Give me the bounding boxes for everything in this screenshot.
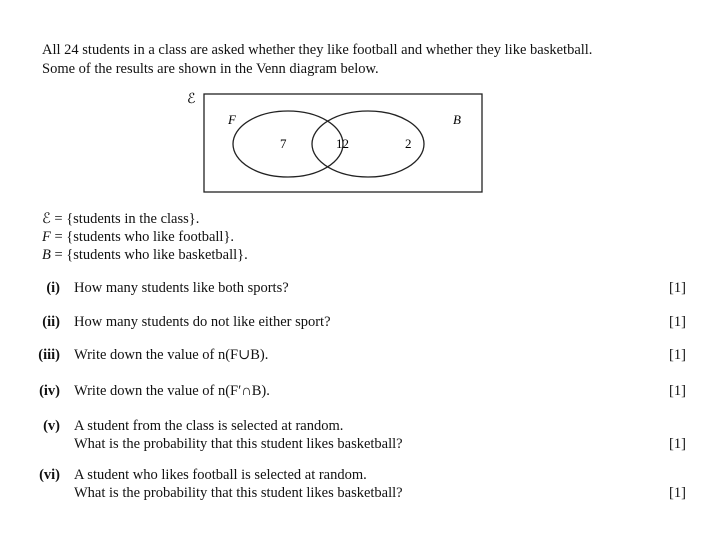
set-b-label: B (453, 112, 461, 127)
region-both: 12 (336, 136, 349, 151)
set-f-label: F (228, 112, 236, 127)
set-f-circle (233, 111, 343, 177)
question-text: Write down the value of n(F′∩B). (74, 383, 270, 399)
question-number: (vi) (39, 467, 60, 483)
question-text: Write down the value of n(F∪B). (74, 347, 269, 363)
question-number: (iii) (38, 347, 60, 363)
question-marks: [1] (669, 314, 686, 330)
question-text: How many students do not like either sport? (74, 314, 331, 330)
definition-universal: ℰ = {students in the class}. (42, 211, 200, 227)
question-text: A student from the class is selected at random. What is the probability that this student likes basketball? (74, 418, 403, 452)
set-definitions (42, 210, 248, 264)
question-number: (i) (46, 280, 60, 296)
region-f-only: 7 (280, 136, 287, 151)
question-text: How many students like both sports? (74, 280, 289, 296)
intro-line-2: Some of the results are shown in the Venn diagram below. (42, 61, 379, 77)
universal-set-symbol: ℰ (187, 92, 196, 107)
intro-line-1: All 24 students in a class are asked whether they like football and whether they like basketball. (42, 42, 593, 58)
region-b-only: 2 (405, 136, 412, 151)
question-marks: [1] (669, 436, 686, 452)
question-marks: [1] (669, 347, 686, 363)
question-number: (iv) (39, 383, 60, 399)
intro-text (42, 41, 592, 79)
question-text: A student who likes football is selected at random. What is the probability that this student likes basketball? (74, 467, 403, 501)
definition-b: B = {students who like basketball}. (42, 247, 248, 263)
question-number: (ii) (42, 314, 60, 330)
venn-diagram (180, 88, 490, 194)
question-marks: [1] (669, 383, 686, 399)
definition-f: F = {students who like football}. (42, 229, 235, 245)
question-number: (v) (43, 418, 60, 434)
question-marks: [1] (669, 485, 686, 501)
question-marks: [1] (669, 280, 686, 296)
